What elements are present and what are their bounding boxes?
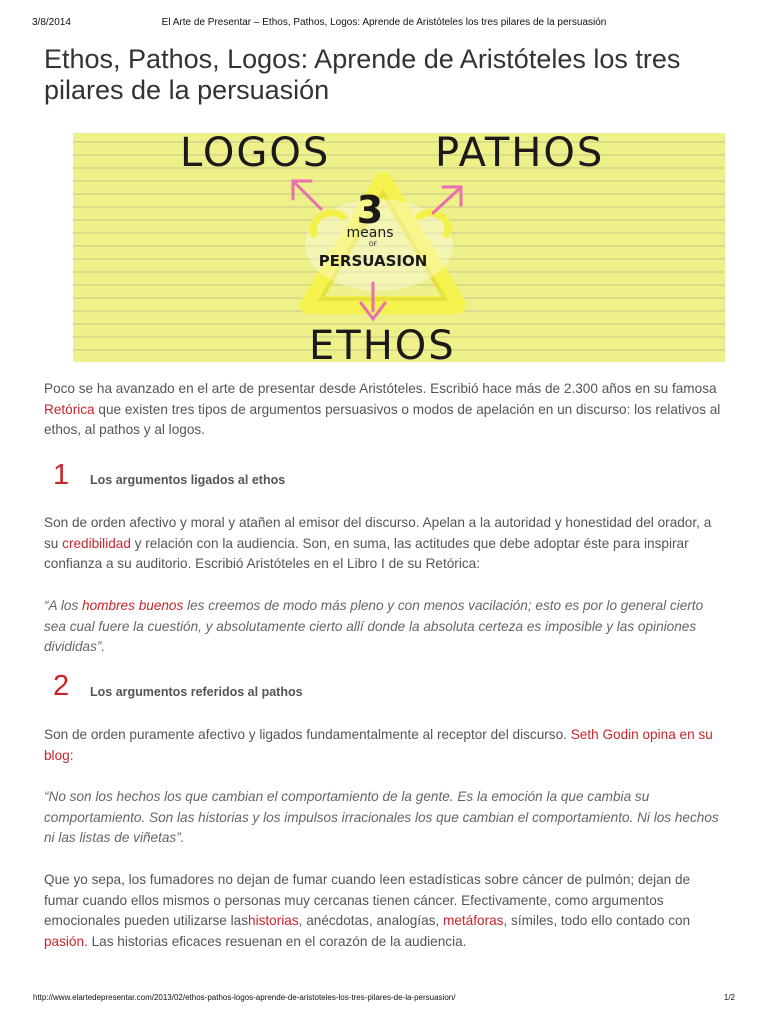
hero-image xyxy=(73,133,725,362)
hero-center-number: 3 xyxy=(356,188,384,232)
print-url: http://www.elartedepresentar.com/2013/02/ethos-pathos-logos-aprende-de-aristoteles-los-tres-pilares-de-la-persuasion/ xyxy=(33,993,456,1002)
section-2-text-2: : xyxy=(69,747,74,763)
section-2-paragraph-2 xyxy=(44,870,724,952)
section-2-p2-text-2: , anécdotas, analogías, xyxy=(298,913,444,928)
section-1-title: Los argumentos ligados al ethos xyxy=(90,473,286,487)
section-1-quote xyxy=(44,596,724,658)
hero-center-persuasion: PERSUASION xyxy=(318,252,428,270)
section-1-quote-text-1: “A los xyxy=(44,598,83,613)
historias-link[interactable]: historias xyxy=(248,913,299,928)
pasion-link[interactable]: pasión xyxy=(44,933,85,949)
section-1-text-2: y relación con la audiencia. Son, en suma, las actitudes que debe adoptar éste para inspirar confianza a su auditorio. Escribió Aristóteles en el Libro I de su Retórica: xyxy=(44,535,689,571)
section-2-p2-text-1: Que yo sepa, los fumadores no dejan de fumar cuando leen estadísticas sobre cáncer de pulmón; dejan de fumar cuando ellos mismos o personas muy cercanas tienen cáncer. Efectivamente, como argumentos emocionales pueden utilizarse las xyxy=(44,872,691,928)
metaforas-link[interactable]: metáforas xyxy=(443,913,504,928)
print-date: 3/8/2014 xyxy=(32,17,71,28)
print-page-title: El Arte de Presentar – Ethos, Pathos, Logos: Aprende de Aristóteles los tres pilares de la persuasión xyxy=(161,17,607,28)
section-1-number: 1 xyxy=(53,459,70,491)
hombres-buenos-link[interactable]: hombres buenos xyxy=(82,598,184,613)
intro-paragraph xyxy=(44,379,724,441)
section-1-quote-text-2: les creemos de modo más pleno y con menos vacilación; esto es por lo general cierto sea cual fuere la cuestión, y absolutamente cierto allí donde la absoluta certeza es imposible y las opiniones divididas”. xyxy=(44,598,704,654)
section-2-title: Los argumentos referidos al pathos xyxy=(90,685,303,699)
section-1-text-1: Son de orden afectivo y moral y atañen al emisor del discurso. Apelan a la autoridad y honestidad del orador, a su xyxy=(44,515,712,551)
hero-center-of: OF xyxy=(368,241,378,248)
intro-text-1: Poco se ha avanzado en el arte de presentar desde Aristóteles. Escribió hace más de 2.300 años en su famosa xyxy=(44,381,717,396)
hero-word-pathos: PATHOS xyxy=(435,133,605,176)
print-page-number: 1/2 xyxy=(723,993,735,1002)
section-2-text-1: Son de orden puramente afectivo y ligados fundamentalmente al receptor del discurso. xyxy=(44,727,571,742)
print-footer xyxy=(0,993,768,1009)
hero-word-ethos: ETHOS xyxy=(309,323,456,362)
section-2-quote: “No son los hechos los que cambian el comportamiento de la gente. Es la emoción la que cambia su comportamiento. Son las historias y los impulsos irracionales los que cambian el comportamiento. Ni los hechos ni las listas de viñetas”. xyxy=(44,789,719,845)
hero-center-means: means xyxy=(346,225,394,241)
credibilidad-link[interactable]: credibilidad xyxy=(62,535,131,551)
intro-text-2: que existen tres tipos de argumentos persuasivos o modos de apelación en un discurso: los relativos al ethos, al pathos y al logos. xyxy=(44,401,721,437)
section-2-p2-text-4: . Las historias eficaces resuenan en el corazón de la audiencia. xyxy=(84,933,467,949)
hero-word-logos: LOGOS xyxy=(180,133,331,176)
section-1-paragraph xyxy=(44,513,724,575)
section-2-p2-text-3: , símiles, todo ello contado con xyxy=(503,913,691,928)
print-header xyxy=(0,17,768,33)
seth-godin-blog-link[interactable]: Seth Godin opina en su blog xyxy=(44,727,713,763)
section-2-paragraph xyxy=(44,725,724,766)
section-2-number: 2 xyxy=(53,670,70,702)
retorica-link[interactable]: Retórica xyxy=(44,401,95,417)
article-title: Ethos, Pathos, Logos: Aprende de Aristóteles los tres pilares de la persuasión xyxy=(44,44,681,105)
